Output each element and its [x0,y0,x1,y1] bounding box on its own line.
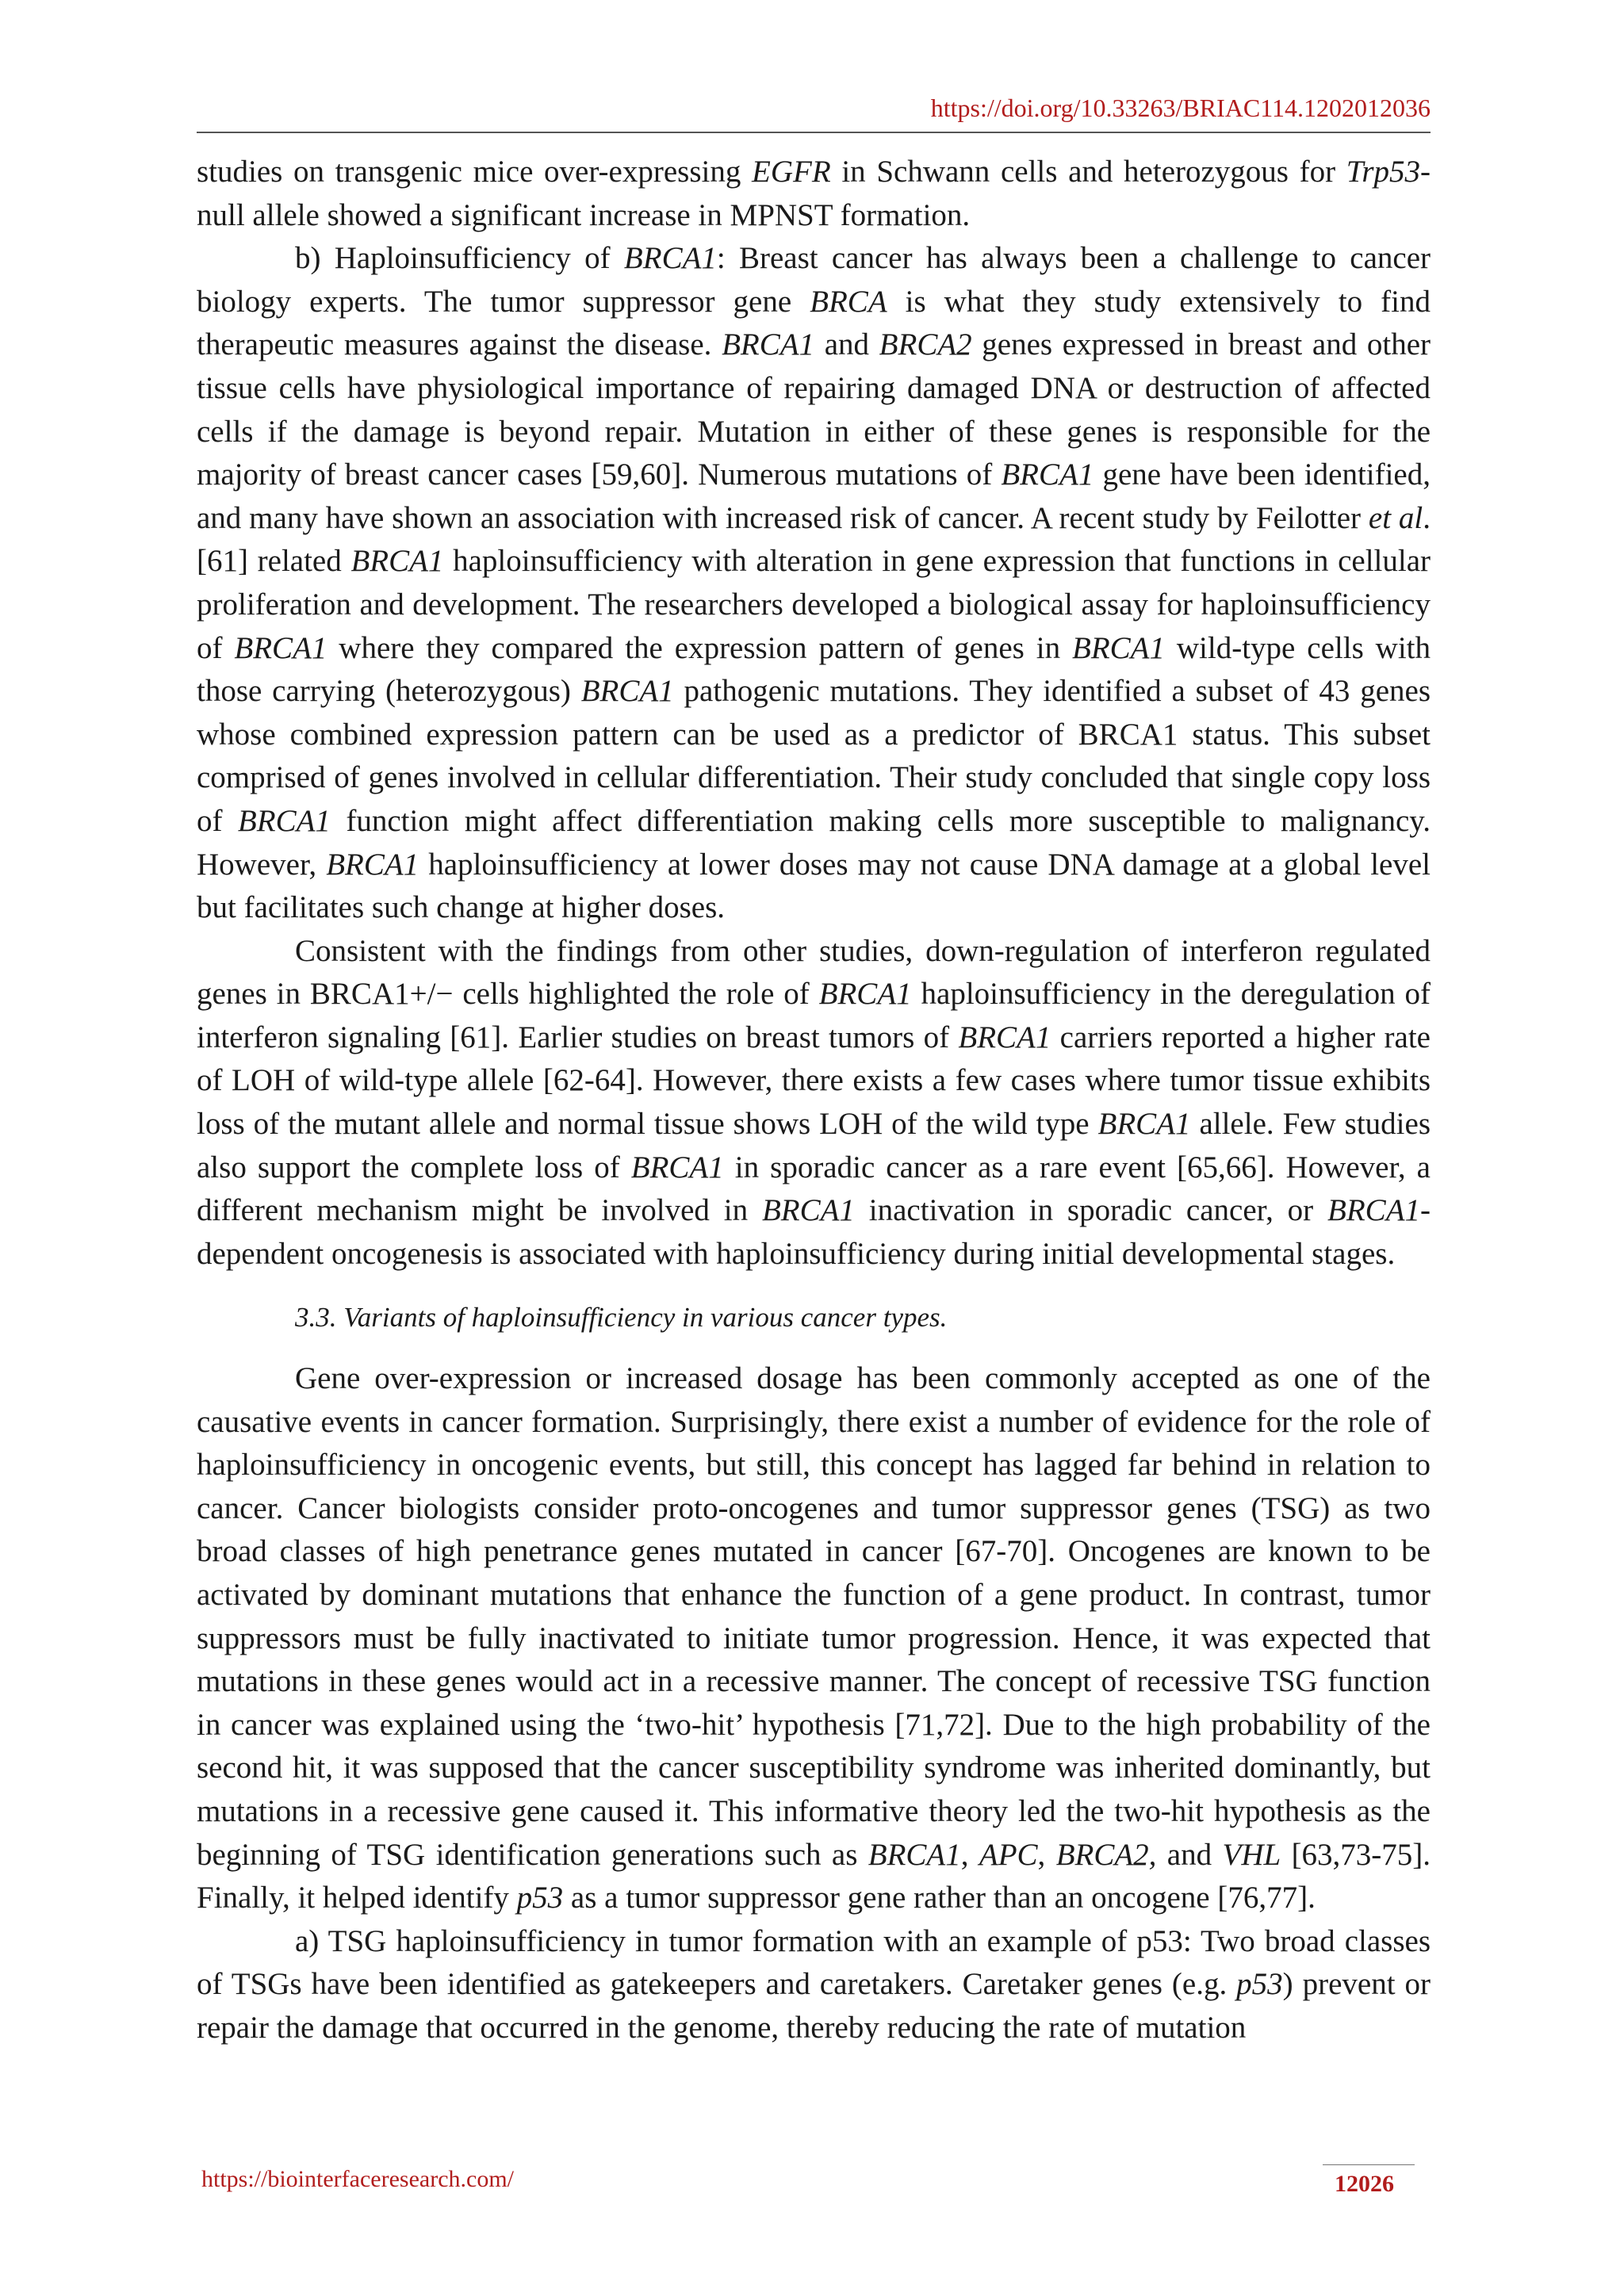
paragraph-5: a) TSG haploinsufficiency in tumor formation with an example of p53: Two broad classes of TSGs have been identified as gatekeepers and caretakers. Caretaker genes (e.g. p53) prevent or repair the damage that occurred in the genome, thereby reducing the rate of mutation [197,1923,1431,2045]
paragraph-4: Gene over-expression or increased dosage has been commonly accepted as one of the causative events in cancer formation. Surprisingly, there exist a number of evidence for the role of haploinsufficiency in oncogenic events, but still, this concept has lagged far behind in relation to cancer. Cancer biologists consider proto-oncogenes and tumor suppressor genes (TSG) as two broad classes of high penetrance genes mutated in cancer [67-70]. Oncogenes are known to be activated by dominant mutations that enhance the function of a gene product. In contrast, tumor suppressors must be fully inactivated to initiate tumor progression. Hence, it was expected that mutations in these genes would act in a recessive manner. The concept of recessive TSG function in cancer was explained using the ‘two-hit’ hypothesis [71,72]. Due to the high probability of the second hit, it was supposed that the cancer susceptibility syndrome was inherited dominantly, but mutations in a recessive gene caused it. This informative theory led the two-hit hypothesis as the beginning of TSG identification generations such as BRCA1, APC, BRCA2, and VHL [63,73-75]. Finally, it helped identify p53 as a tumor suppressor gene rather than an oncogene [76,77]. [197,1361,1431,1915]
body-text [197,151,1431,2050]
journal-url-link[interactable]: https://biointerfaceresearch.com/ [201,2166,514,2192]
section-heading: 3.3. Variants of haploinsufficiency in various cancer types. [295,1302,948,1334]
doi-link[interactable]: https://doi.org/10.33263/BRIAC114.1202012036 [930,94,1431,122]
paragraph-3: Consistent with the findings from other studies, down-regulation of interferon regulated genes in BRCA1+/− cells highlighted the role of BRCA1 haploinsufficiency in the deregulation of interferon signaling [61]. Earlier studies on breast tumors of BRCA1 carriers reported a higher rate of LOH of wild-type allele [62-64]. However, there exists a few cases where tumor tissue exhibits loss of the mutant allele and normal tissue shows LOH of the wild type BRCA1 allele. Few studies also support the complete loss of BRCA1 in sporadic cancer as a rare event [65,66]. However, a different mechanism might be involved in BRCA1 inactivation in sporadic cancer, or BRCA1-dependent oncogenesis is associated with haploinsufficiency during initial developmental stages. [197,933,1431,1271]
header-rule [197,132,1431,133]
paragraph-2: b) Haploinsufficiency of BRCA1: Breast cancer has always been a challenge to cancer biology experts. The tumor suppressor gene BRCA is what they study extensively to find therapeutic measures against the disease. BRCA1 and BRCA2 genes expressed in breast and other tissue cells have physiological importance of repairing damaged DNA or destruction of affected cells if the damage is beyond repair. Mutation in either of these genes is responsible for the majority of breast cancer cases [59,60]. Numerous mutations of BRCA1 gene have been identified, and many have shown an association with increased risk of cancer. A recent study by Feilotter et al. [61] related BRCA1 haploinsufficiency with alteration in gene expression that functions in cellular proliferation and development. The researchers developed a biological assay for haploinsufficiency of BRCA1 where they compared the expression pattern of genes in BRCA1 wild-type cells with those carrying (heterozygous) BRCA1 pathogenic mutations. They identified a subset of 43 genes whose combined expression pattern can be used as a predictor of BRCA1 status. This subset comprised of genes involved in cellular differentiation. Their study concluded that single copy loss of BRCA1 function might affect differentiation making cells more susceptible to malignancy. However, BRCA1 haploinsufficiency at lower doses may not cause DNA damage at a global level but facilitates such change at higher doses. [197,241,1431,925]
footer-rule [1323,2164,1415,2165]
paragraph-1: studies on transgenic mice over-expressing EGFR in Schwann cells and heterozygous for Trp53-null allele showed a significant increase in MPNST formation. [197,155,1431,232]
page-number: 12026 [1335,2171,1394,2197]
